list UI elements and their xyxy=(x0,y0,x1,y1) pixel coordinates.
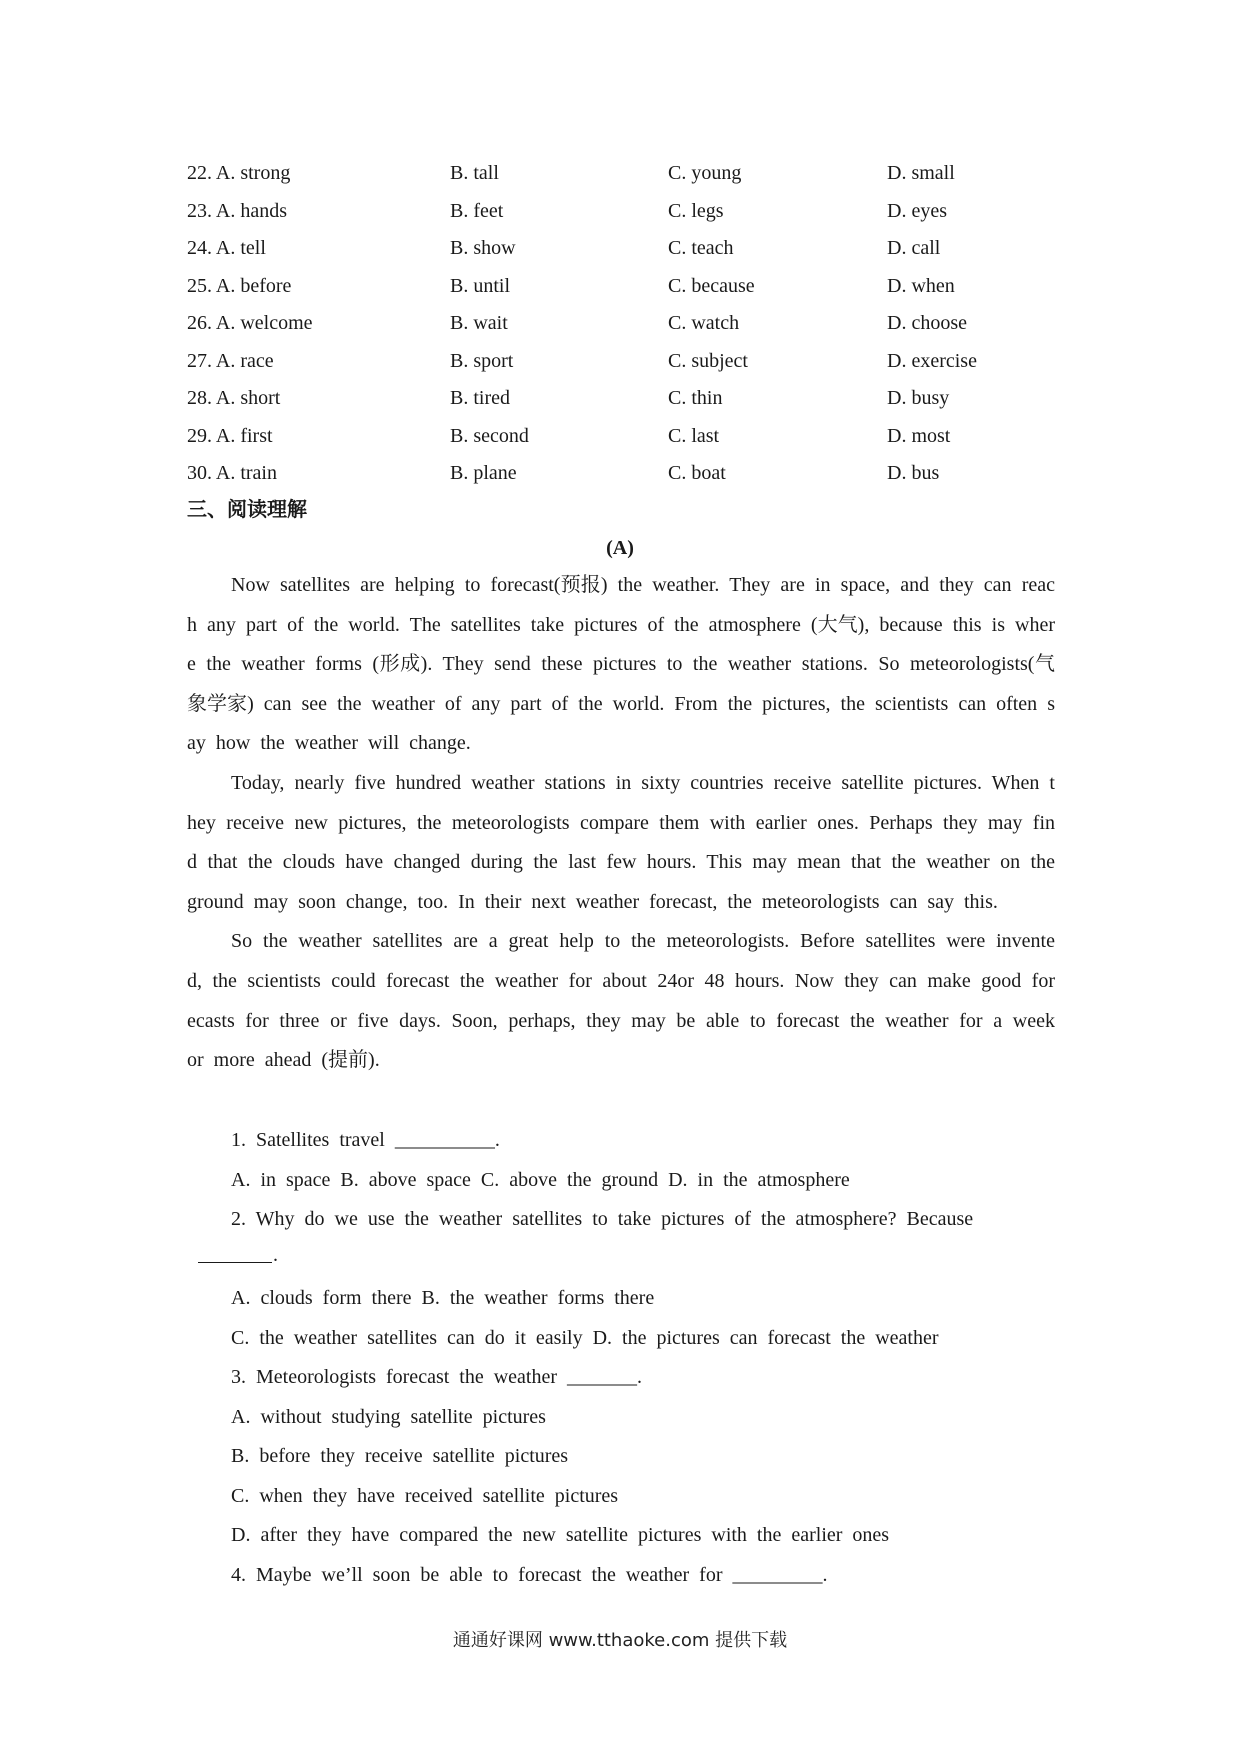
question-3-option-b: B. before they receive satellite pictures xyxy=(231,1445,569,1467)
question-3-option-c: C. when they have received satellite pictures xyxy=(231,1484,619,1507)
option-a: 30. A. train xyxy=(187,462,277,484)
question-2-options: A. clouds form there B. the weather forms there xyxy=(231,1287,655,1309)
question-2-options: C. the weather satellites can do it easily D. the pictures can forecast the weather xyxy=(231,1326,939,1349)
question-list xyxy=(187,1121,1055,1595)
option-d: D. choose xyxy=(887,312,967,334)
choice-row xyxy=(187,418,1087,456)
option-b: B. tall xyxy=(450,162,499,184)
option-b: B. sport xyxy=(450,349,514,372)
option-a: 29. A. first xyxy=(187,424,273,447)
choice-table xyxy=(187,155,1087,493)
option-c: C. watch xyxy=(668,312,740,334)
option-d: D. when xyxy=(887,274,955,297)
option-c: C. boat xyxy=(668,462,726,484)
choice-row xyxy=(187,268,1087,306)
page-footer: 通通好课网 www.tthaoke.com 提供下载 xyxy=(452,1630,788,1651)
question-1-options: A. in space B. above space C. above the ground D. in the atmosphere xyxy=(231,1168,850,1191)
question-3-option-d: D. after they have compared the new satellite pictures with the earlier ones xyxy=(231,1524,890,1546)
option-b: B. until xyxy=(450,274,511,297)
question-3: 3. Meteorologists forecast the weather _______. xyxy=(231,1366,643,1388)
option-c: C. subject xyxy=(668,349,748,372)
option-a: 26. A. welcome xyxy=(187,312,313,334)
choice-row xyxy=(187,305,1087,343)
option-a: 22. A. strong xyxy=(187,162,291,184)
choice-row xyxy=(187,455,1087,493)
option-d: D. call xyxy=(887,237,941,259)
option-b: B. show xyxy=(450,237,516,259)
option-d: D. exercise xyxy=(887,349,977,372)
option-c: C. young xyxy=(668,162,742,184)
question-1: 1. Satellites travel __________. xyxy=(231,1129,500,1151)
option-a: 24. A. tell xyxy=(187,237,266,259)
passage-paragraph: Today, nearly five hundred weather stations in sixty countries receive satellite pictures. When they receive new pictures, the meteorologists compare them with earlier ones. Perhaps they may find that the clouds have changed during the last few hours. This may mean that the weather on the ground may soon change, too. In their next weather forecast, the meteorologists can say this. xyxy=(187,771,1055,913)
question-4: 4. Maybe we’ll soon be able to forecast the weather for _________. xyxy=(231,1563,828,1586)
choice-row xyxy=(187,230,1087,268)
option-b: B. wait xyxy=(450,312,508,334)
option-a: 28. A. short xyxy=(187,387,281,409)
option-d: D. most xyxy=(887,424,951,447)
question-2: 2. Why do we use the weather satellites to take pictures of the atmosphere? Because xyxy=(231,1208,974,1230)
option-c: C. thin xyxy=(668,387,723,409)
option-c: C. legs xyxy=(668,199,724,222)
option-a: 25. A. before xyxy=(187,274,292,297)
choice-row xyxy=(187,343,1087,381)
option-c: C. teach xyxy=(668,237,734,259)
option-a: 23. A. hands xyxy=(187,199,287,222)
option-c: C. because xyxy=(668,274,755,297)
question-2-blank xyxy=(187,1240,1055,1280)
choice-row xyxy=(187,193,1087,231)
option-d: D. small xyxy=(887,162,955,184)
option-d: D. bus xyxy=(887,462,940,484)
option-d: D. eyes xyxy=(887,199,947,222)
blank-period: . xyxy=(273,1243,278,1266)
question-3-option-a: A. without studying satellite pictures xyxy=(231,1405,546,1428)
passage-paragraph: Now satellites are helping to forecast(预报) the weather. They are in space, and they can reach any part of the world. The satellites take pictures of the atmosphere (大气), because this is where the weather forms (形成). They send these pictures to the weather stations. So meteorologists(气象学家) can see the weather of any part of the world. From the pictures, the scientists can often say how the weather will change. xyxy=(187,574,1055,755)
choice-row xyxy=(187,155,1087,193)
option-c: C. last xyxy=(668,424,720,447)
option-a: 27. A. race xyxy=(187,349,274,372)
answer-blank xyxy=(198,1262,272,1263)
choice-row xyxy=(187,380,1087,418)
passage-paragraph: So the weather satellites are a great help to the meteorologists. Before satellites were invented, the scientists could forecast the weather for about 24or 48 hours. Now they can make good forecasts for three or five days. Soon, perhaps, they may be able to forecast the weather for a week or more ahead (提前). xyxy=(187,930,1055,1072)
option-b: B. feet xyxy=(450,199,504,222)
option-d: D. busy xyxy=(887,387,950,409)
section-heading: 三、阅读理解 xyxy=(187,497,307,521)
option-b: B. plane xyxy=(450,462,517,484)
reading-passage xyxy=(187,566,1055,1081)
option-b: B. second xyxy=(450,424,529,447)
option-b: B. tired xyxy=(450,387,510,409)
passage-title: (A) xyxy=(606,537,634,559)
